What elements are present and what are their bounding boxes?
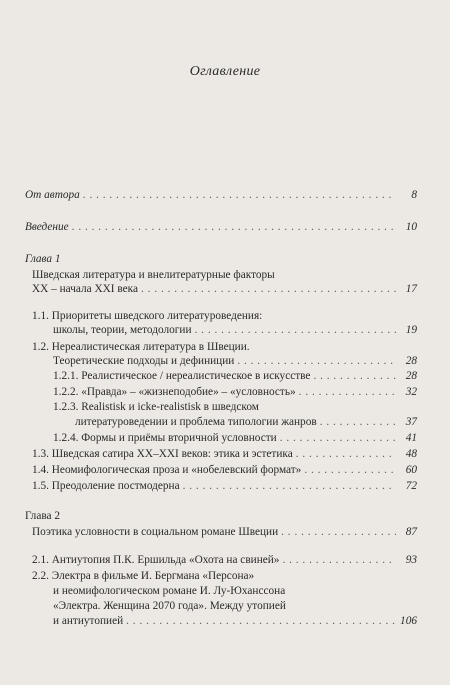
page-number: 17 bbox=[405, 283, 417, 295]
page-number: 87 bbox=[405, 526, 417, 538]
toc-entry-label: 1.2.2. «Правда» – «жизнеподобие» – «условность» bbox=[53, 386, 296, 398]
section-2-2-line2: и неомифологическом романе И. Лу-Юханссона bbox=[53, 585, 286, 597]
leader-dots bbox=[195, 323, 396, 337]
chapter-2-label: Глава 2 bbox=[25, 510, 61, 522]
page-title: Оглавление bbox=[189, 64, 261, 79]
page-number: 19 bbox=[405, 324, 417, 336]
section-2-2-line1[interactable]: 2.2. Электра в фильме И. Бергмана «Персона» bbox=[32, 570, 255, 582]
toc-entry-label: Введение bbox=[25, 221, 69, 233]
page-number: 10 bbox=[405, 221, 417, 233]
toc-entry-label: 1.4. Неомифологическая проза и «нобелевский формат» bbox=[32, 464, 302, 476]
section-2-2-line3: «Электра. Женщина 2070 года». Между утопией bbox=[53, 600, 286, 612]
section-1-2-line2: Теоретические подходы и дефиниции bbox=[53, 355, 235, 367]
leader-dots bbox=[313, 369, 396, 383]
toc-entry-label: 1.2.4. Формы и приёмы вторичной условности bbox=[53, 432, 277, 444]
page-number: 32 bbox=[405, 386, 417, 398]
toc-entry-1-2[interactable] bbox=[53, 354, 417, 368]
leader-dots bbox=[141, 282, 396, 296]
toc-entry-label: Поэтика условности в социальном романе Швеции bbox=[32, 526, 279, 538]
toc-entry-label: 1.5. Преодоление постмодерна bbox=[32, 480, 180, 492]
toc-entry-label: 1.2.1. Реалистическое / нереалистическое в искусстве bbox=[53, 370, 311, 382]
toc-entry-2-2[interactable] bbox=[53, 614, 417, 628]
toc-entry-1-2-1[interactable] bbox=[53, 369, 417, 383]
leader-dots bbox=[237, 354, 396, 368]
toc-entry-1-5[interactable] bbox=[32, 479, 417, 493]
page-number: 48 bbox=[405, 448, 417, 460]
section-1-1-line2: школы, теории, методологии bbox=[53, 324, 192, 336]
toc-entry-label: От автора bbox=[25, 189, 80, 201]
leader-dots bbox=[126, 614, 396, 628]
page-number: 93 bbox=[405, 554, 417, 566]
section-2-2-line4: и антиутопией bbox=[53, 615, 124, 627]
page-number: 41 bbox=[405, 432, 417, 444]
leader-dots bbox=[299, 385, 396, 399]
page-number: 106 bbox=[400, 615, 417, 627]
page-number: 72 bbox=[405, 480, 417, 492]
page-number: 28 bbox=[405, 355, 417, 367]
section-1-2-line1[interactable]: 1.2. Нереалистическая литература в Швеции. bbox=[32, 341, 250, 353]
toc-entry-ot-avtora[interactable] bbox=[25, 188, 417, 202]
leader-dots bbox=[72, 220, 396, 234]
toc-entry-1-1[interactable] bbox=[53, 323, 417, 337]
section-1-1-line1[interactable]: 1.1. Приоритеты шведского литературоведения: bbox=[32, 310, 263, 322]
toc-entry-1-3[interactable] bbox=[32, 447, 417, 461]
leader-dots bbox=[282, 553, 396, 567]
leader-dots bbox=[304, 463, 396, 477]
section-1-2-3-line2: литературоведении и проблема типологии жанров bbox=[75, 416, 317, 428]
page-number: 37 bbox=[405, 416, 417, 428]
toc-entry-label: 2.1. Антиутопия П.К. Ершильда «Охота на свиней» bbox=[32, 554, 280, 566]
toc-entry-label: 1.3. Шведская сатира XX–XXI веков: этика и эстетика bbox=[32, 448, 293, 460]
page-number: 8 bbox=[411, 189, 417, 201]
toc-entry-2-1[interactable] bbox=[32, 553, 417, 567]
toc-entry-vvedenie[interactable] bbox=[25, 220, 417, 234]
leader-dots bbox=[83, 188, 396, 202]
chapter-1-label: Глава 1 bbox=[25, 253, 61, 265]
section-1-2-3-line1[interactable]: 1.2.3. Realistisk и icke-realistisk в шведском bbox=[53, 401, 259, 413]
leader-dots bbox=[281, 525, 396, 539]
toc-entry-1-2-2[interactable] bbox=[53, 385, 417, 399]
toc-entry-1-2-3[interactable] bbox=[75, 415, 417, 429]
page-number: 60 bbox=[405, 464, 417, 476]
leader-dots bbox=[280, 431, 396, 445]
toc-entry-chapter-1[interactable] bbox=[32, 282, 417, 296]
leader-dots bbox=[320, 415, 396, 429]
toc-entry-1-4[interactable] bbox=[32, 463, 417, 477]
chapter-1-title-line2: XX – начала XXI века bbox=[32, 283, 139, 295]
toc-entry-1-2-4[interactable] bbox=[53, 431, 417, 445]
chapter-1-title-line1[interactable]: Шведская литература и внелитературные факторы bbox=[32, 269, 275, 281]
toc-entry-chapter-2[interactable] bbox=[32, 525, 417, 539]
page-number: 28 bbox=[405, 370, 417, 382]
leader-dots bbox=[183, 479, 396, 493]
leader-dots bbox=[296, 447, 396, 461]
